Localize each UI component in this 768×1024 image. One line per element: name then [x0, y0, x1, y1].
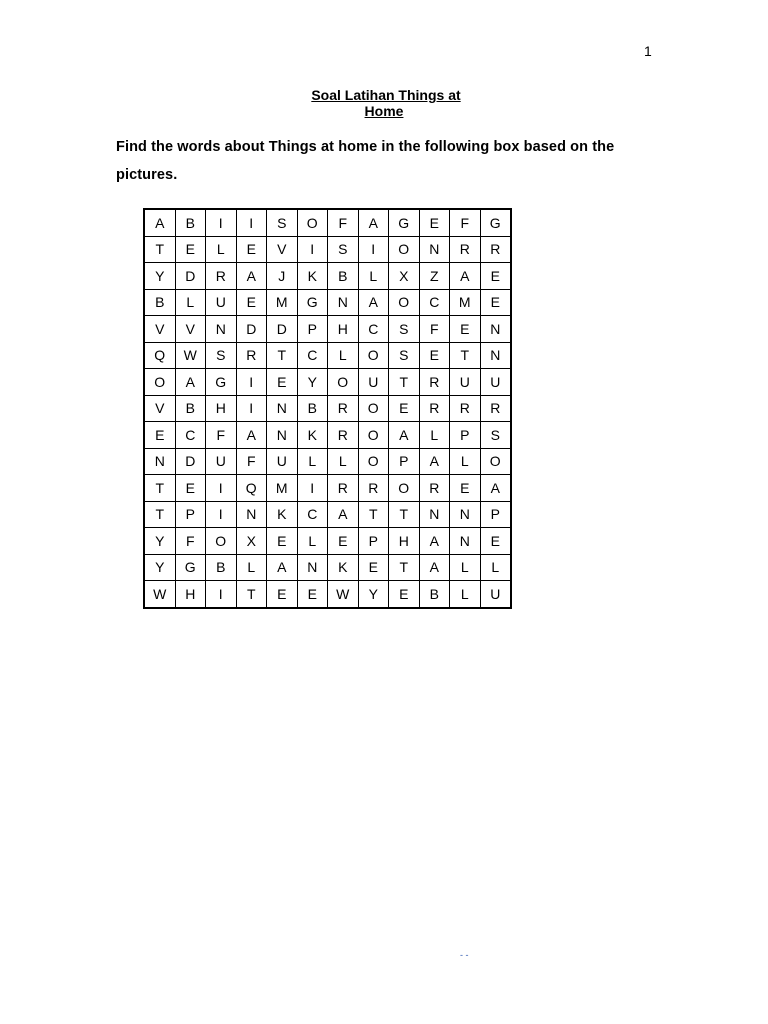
grid-cell: A: [267, 554, 298, 581]
grid-cell: L: [328, 342, 359, 369]
grid-cell: E: [480, 289, 511, 316]
grid-cell: F: [236, 448, 267, 475]
grid-cell: R: [236, 342, 267, 369]
grid-cell: P: [450, 422, 481, 449]
grid-cell: A: [480, 475, 511, 502]
grid-cell: N: [419, 236, 450, 263]
grid-cell: Y: [297, 369, 328, 396]
grid-cell: A: [450, 263, 481, 290]
grid-row: [144, 263, 511, 290]
grid-cell: A: [419, 554, 450, 581]
grid-cell: W: [328, 581, 359, 608]
grid-cell: O: [206, 528, 237, 555]
grid-cell: R: [450, 236, 481, 263]
grid-cell: B: [297, 395, 328, 422]
grid-row: [144, 501, 511, 528]
grid-cell: I: [297, 475, 328, 502]
grid-cell: O: [358, 395, 389, 422]
grid-row: [144, 289, 511, 316]
grid-cell: I: [206, 475, 237, 502]
grid-cell: Y: [144, 554, 175, 581]
grid-cell: N: [450, 501, 481, 528]
grid-cell: U: [206, 448, 237, 475]
grid-cell: E: [267, 528, 298, 555]
grid-cell: E: [389, 581, 420, 608]
grid-cell: E: [389, 395, 420, 422]
grid-cell: F: [328, 209, 359, 236]
grid-cell: L: [175, 289, 206, 316]
grid-cell: X: [236, 528, 267, 555]
grid-row: [144, 581, 511, 608]
grid-cell: V: [144, 395, 175, 422]
grid-cell: R: [480, 236, 511, 263]
grid-cell: I: [236, 369, 267, 396]
grid-cell: N: [480, 342, 511, 369]
grid-cell: L: [358, 263, 389, 290]
grid-cell: K: [297, 263, 328, 290]
grid-cell: V: [267, 236, 298, 263]
grid-cell: E: [328, 528, 359, 555]
grid-cell: S: [206, 342, 237, 369]
grid-cell: P: [358, 528, 389, 555]
word-search-grid: [143, 208, 512, 609]
grid-cell: L: [450, 581, 481, 608]
page-number: 1: [644, 43, 652, 59]
grid-cell: L: [480, 554, 511, 581]
grid-cell: N: [236, 501, 267, 528]
grid-cell: N: [419, 501, 450, 528]
grid-cell: R: [328, 395, 359, 422]
grid-cell: C: [297, 501, 328, 528]
grid-cell: H: [206, 395, 237, 422]
grid-cell: A: [419, 448, 450, 475]
grid-cell: E: [358, 554, 389, 581]
grid-row: [144, 422, 511, 449]
grid-cell: O: [480, 448, 511, 475]
grid-cell: B: [328, 263, 359, 290]
grid-cell: W: [175, 342, 206, 369]
grid-cell: U: [267, 448, 298, 475]
grid-cell: A: [419, 528, 450, 555]
grid-cell: S: [389, 316, 420, 343]
grid-cell: N: [328, 289, 359, 316]
grid-cell: A: [358, 209, 389, 236]
grid-cell: O: [358, 342, 389, 369]
instructions-text: Find the words about Things at home in the following box based on the pictures.: [116, 139, 615, 183]
grid-cell: Q: [236, 475, 267, 502]
grid-cell: K: [297, 422, 328, 449]
grid-cell: T: [389, 554, 420, 581]
grid-row: [144, 369, 511, 396]
grid-cell: C: [419, 289, 450, 316]
grid-cell: A: [236, 422, 267, 449]
grid-cell: I: [236, 209, 267, 236]
grid-cell: D: [267, 316, 298, 343]
grid-cell: S: [328, 236, 359, 263]
grid-cell: O: [389, 236, 420, 263]
title-line-1: Soal Latihan Things at: [311, 87, 461, 103]
grid-cell: B: [175, 209, 206, 236]
grid-cell: I: [358, 236, 389, 263]
grid-row: [144, 395, 511, 422]
grid-cell: O: [328, 369, 359, 396]
grid-cell: R: [419, 475, 450, 502]
grid-cell: T: [389, 369, 420, 396]
grid-cell: E: [480, 528, 511, 555]
grid-cell: Y: [144, 263, 175, 290]
grid-cell: N: [267, 422, 298, 449]
grid-cell: I: [206, 209, 237, 236]
grid-cell: H: [328, 316, 359, 343]
grid-cell: F: [450, 209, 481, 236]
grid-cell: P: [175, 501, 206, 528]
grid-cell: T: [144, 475, 175, 502]
grid-cell: V: [175, 316, 206, 343]
grid-cell: L: [328, 448, 359, 475]
grid-cell: G: [175, 554, 206, 581]
grid-cell: L: [236, 554, 267, 581]
grid-cell: Y: [144, 528, 175, 555]
grid-cell: C: [175, 422, 206, 449]
page-title: [0, 87, 768, 119]
grid-row: [144, 209, 511, 236]
grid-cell: L: [419, 422, 450, 449]
grid-cell: E: [419, 209, 450, 236]
grid-cell: C: [297, 342, 328, 369]
footer-mark: - -: [460, 950, 469, 960]
grid-row: [144, 448, 511, 475]
grid-cell: O: [144, 369, 175, 396]
grid-cell: N: [144, 448, 175, 475]
grid-cell: G: [206, 369, 237, 396]
grid-cell: E: [419, 342, 450, 369]
grid-cell: U: [480, 369, 511, 396]
grid-cell: S: [389, 342, 420, 369]
grid-cell: M: [267, 289, 298, 316]
grid-cell: T: [144, 501, 175, 528]
grid-cell: R: [419, 369, 450, 396]
grid-cell: X: [389, 263, 420, 290]
grid-cell: F: [206, 422, 237, 449]
grid-cell: N: [206, 316, 237, 343]
grid-cell: E: [267, 581, 298, 608]
grid-cell: K: [267, 501, 298, 528]
grid-cell: H: [389, 528, 420, 555]
grid-row: [144, 236, 511, 263]
grid-cell: R: [328, 422, 359, 449]
grid-cell: J: [267, 263, 298, 290]
grid-cell: T: [450, 342, 481, 369]
grid-cell: V: [144, 316, 175, 343]
grid-cell: K: [328, 554, 359, 581]
grid-cell: B: [175, 395, 206, 422]
grid-cell: E: [144, 422, 175, 449]
grid-cell: I: [206, 581, 237, 608]
grid-cell: O: [297, 209, 328, 236]
grid-cell: Q: [144, 342, 175, 369]
grid-cell: L: [450, 554, 481, 581]
grid-cell: E: [175, 475, 206, 502]
grid-row: [144, 528, 511, 555]
title-line-2: Home: [364, 103, 404, 119]
grid-cell: O: [358, 448, 389, 475]
grid-cell: H: [175, 581, 206, 608]
grid-row: [144, 316, 511, 343]
grid-cell: E: [267, 369, 298, 396]
grid-cell: O: [389, 289, 420, 316]
grid-cell: W: [144, 581, 175, 608]
grid-cell: F: [175, 528, 206, 555]
grid-cell: E: [297, 581, 328, 608]
grid-cell: N: [267, 395, 298, 422]
grid-cell: G: [480, 209, 511, 236]
grid-cell: R: [450, 395, 481, 422]
grid-cell: C: [358, 316, 389, 343]
grid-cell: U: [450, 369, 481, 396]
grid-cell: T: [358, 501, 389, 528]
grid-cell: B: [419, 581, 450, 608]
grid-cell: T: [236, 581, 267, 608]
grid-cell: P: [297, 316, 328, 343]
grid-cell: L: [206, 236, 237, 263]
grid-cell: I: [297, 236, 328, 263]
grid-cell: I: [236, 395, 267, 422]
grid-cell: E: [236, 236, 267, 263]
grid-cell: A: [175, 369, 206, 396]
grid-cell: E: [236, 289, 267, 316]
grid-cell: Z: [419, 263, 450, 290]
grid-cell: E: [450, 475, 481, 502]
grid-cell: T: [389, 501, 420, 528]
grid-cell: P: [480, 501, 511, 528]
grid-cell: B: [206, 554, 237, 581]
grid-cell: G: [297, 289, 328, 316]
grid-cell: I: [206, 501, 237, 528]
grid-cell: U: [358, 369, 389, 396]
grid-row: [144, 342, 511, 369]
grid-cell: O: [358, 422, 389, 449]
grid-cell: T: [267, 342, 298, 369]
grid-cell: Y: [358, 581, 389, 608]
grid-cell: T: [144, 236, 175, 263]
grid-cell: R: [328, 475, 359, 502]
grid-cell: N: [297, 554, 328, 581]
grid-cell: O: [389, 475, 420, 502]
grid-cell: D: [236, 316, 267, 343]
grid-cell: A: [144, 209, 175, 236]
grid-cell: A: [236, 263, 267, 290]
grid-cell: R: [358, 475, 389, 502]
grid-cell: L: [297, 448, 328, 475]
grid-cell: B: [144, 289, 175, 316]
grid-cell: R: [206, 263, 237, 290]
grid-cell: L: [450, 448, 481, 475]
grid-cell: A: [358, 289, 389, 316]
grid-cell: D: [175, 263, 206, 290]
grid-cell: P: [389, 448, 420, 475]
grid-cell: N: [450, 528, 481, 555]
grid-cell: E: [480, 263, 511, 290]
grid-cell: S: [480, 422, 511, 449]
grid-cell: F: [419, 316, 450, 343]
grid-cell: M: [450, 289, 481, 316]
grid-cell: L: [297, 528, 328, 555]
grid-cell: E: [450, 316, 481, 343]
grid-cell: R: [419, 395, 450, 422]
grid-cell: U: [480, 581, 511, 608]
grid-cell: D: [175, 448, 206, 475]
grid-cell: R: [480, 395, 511, 422]
grid-row: [144, 554, 511, 581]
grid-row: [144, 475, 511, 502]
grid-cell: A: [389, 422, 420, 449]
grid-cell: U: [206, 289, 237, 316]
grid-cell: E: [175, 236, 206, 263]
grid-cell: G: [389, 209, 420, 236]
grid-cell: M: [267, 475, 298, 502]
grid-cell: A: [328, 501, 359, 528]
grid-cell: S: [267, 209, 298, 236]
grid-cell: N: [480, 316, 511, 343]
